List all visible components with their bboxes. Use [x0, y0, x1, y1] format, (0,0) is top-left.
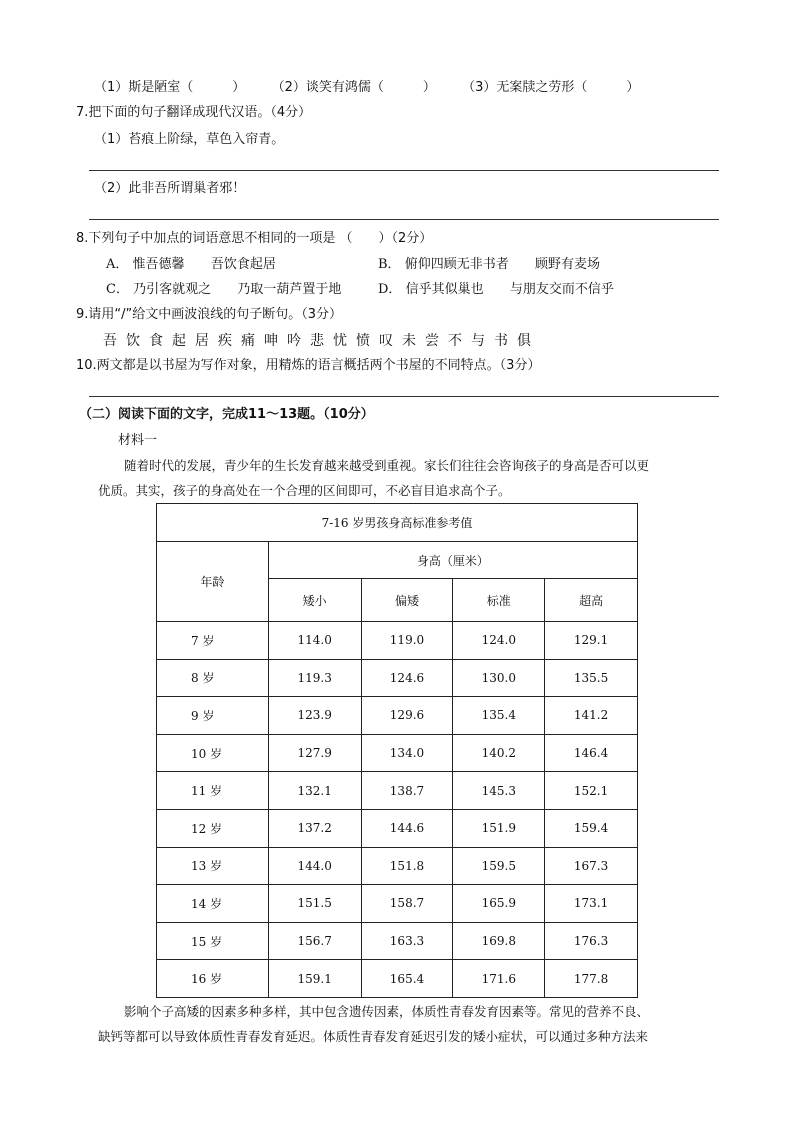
q6-item-3: （3）无案牍之劳形（ ） — [462, 80, 640, 95]
table-row — [157, 659, 638, 697]
table-row — [157, 922, 638, 960]
age-cell: 9 岁 — [157, 697, 269, 735]
option-label: D． — [378, 282, 402, 297]
option-label: C． — [106, 282, 129, 297]
value-cell: 130.0 — [453, 659, 545, 697]
option-phrase: 乃引客就观之 — [133, 282, 212, 297]
table-row — [157, 960, 638, 998]
table-row — [157, 622, 638, 660]
q7-sentence-2: （2）此非吾所谓巢者邪！ — [94, 181, 246, 196]
q8-option-b[interactable] — [378, 256, 600, 274]
age-cell: 14 岁 — [157, 885, 269, 923]
value-cell: 123.9 — [268, 697, 361, 735]
table-row — [157, 885, 638, 923]
value-cell: 144.0 — [268, 847, 361, 885]
value-cell: 177.8 — [545, 960, 638, 998]
value-cell: 135.5 — [545, 659, 638, 697]
value-cell: 129.6 — [361, 697, 453, 735]
value-cell: 159.4 — [545, 809, 638, 847]
paragraph-line: 随着时代的发展，青少年的生长发育越来越受到重视。家长们往往会咨询孩子的身高是否可以更 — [124, 458, 650, 473]
q8-option-a[interactable] — [106, 256, 276, 274]
column-header: 矮小 — [268, 579, 361, 622]
value-cell: 138.7 — [361, 772, 453, 810]
q8-option-c[interactable] — [106, 281, 341, 299]
value-cell: 114.0 — [268, 622, 361, 660]
option-phrase: 俯仰四顾无非书者 — [404, 257, 509, 272]
table-title: 7-16 岁男孩身高标准参考值 — [157, 504, 638, 542]
q6-item-2: （2）谈笑有鸿儒（ ） — [271, 80, 436, 95]
value-cell: 119.0 — [361, 622, 453, 660]
option-label: B． — [378, 257, 401, 272]
q8-option-d[interactable] — [378, 281, 614, 299]
age-cell: 11 岁 — [157, 772, 269, 810]
q7-sentence-1: （1）苔痕上阶绿，草色入帘青。 — [94, 132, 285, 147]
value-cell: 165.9 — [453, 885, 545, 923]
material-label: 材料一 — [118, 433, 158, 448]
value-cell: 151.5 — [268, 885, 361, 923]
q10-title: 10.两文都是以书屋为写作对象，用精炼的语言概括两个书屋的不同特点。（3分） — [76, 358, 541, 373]
paragraph-line: 缺钙等都可以导致体质性青春发育延迟。体质性青春发育延迟引发的矮小症状，可以通过多种方法来 — [98, 1029, 649, 1044]
value-cell: 140.2 — [453, 734, 545, 772]
age-cell: 10 岁 — [157, 734, 269, 772]
value-cell: 152.1 — [545, 772, 638, 810]
value-cell: 132.1 — [268, 772, 361, 810]
q6-item-1: （1）斯是陋室（ ） — [94, 80, 246, 95]
value-cell: 173.1 — [545, 885, 638, 923]
answer-line-1[interactable] — [89, 170, 719, 171]
q9-title: 9.请用“/”给文中画波浪线的句子断句。（3分） — [76, 307, 343, 322]
value-cell: 165.4 — [361, 960, 453, 998]
value-cell: 163.3 — [361, 922, 453, 960]
value-cell: 159.5 — [453, 847, 545, 885]
value-cell: 141.2 — [545, 697, 638, 735]
table-row — [157, 847, 638, 885]
age-cell: 13 岁 — [157, 847, 269, 885]
value-cell: 156.7 — [268, 922, 361, 960]
height-header: 身高（厘米） — [268, 542, 637, 579]
column-header: 超高 — [545, 579, 638, 622]
option-phrase: 顾野有麦场 — [535, 257, 601, 272]
value-cell: 124.6 — [361, 659, 453, 697]
column-header: 偏矮 — [361, 579, 453, 622]
age-cell: 15 岁 — [157, 922, 269, 960]
value-cell: 124.0 — [453, 622, 545, 660]
value-cell: 144.6 — [361, 809, 453, 847]
value-cell: 135.4 — [453, 697, 545, 735]
value-cell: 127.9 — [268, 734, 361, 772]
value-cell: 171.6 — [453, 960, 545, 998]
option-phrase: 与朋友交而不信乎 — [509, 282, 614, 297]
value-cell: 145.3 — [453, 772, 545, 810]
value-cell: 146.4 — [545, 734, 638, 772]
age-cell: 16 岁 — [157, 960, 269, 998]
value-cell: 137.2 — [268, 809, 361, 847]
age-cell: 12 岁 — [157, 809, 269, 847]
table-row — [157, 772, 638, 810]
option-phrase: 信乎其似巢也 — [405, 282, 484, 297]
value-cell: 151.8 — [361, 847, 453, 885]
q6-items — [94, 79, 639, 97]
age-cell: 8 岁 — [157, 659, 269, 697]
table-row — [157, 809, 638, 847]
option-phrase: 吾饮食起居 — [210, 257, 276, 272]
table-row — [157, 697, 638, 735]
paragraph-line: 影响个子高矮的因素多种多样，其中包含遗传因素，体质性青春发育因素等。常见的营养不良、 — [124, 1004, 650, 1019]
q8-title: 8.下列句子中加点的词语意思不相同的一项是 （ ）（2分） — [76, 231, 433, 246]
value-cell: 167.3 — [545, 847, 638, 885]
height-table — [156, 503, 638, 998]
option-phrase: 惟吾德馨 — [132, 257, 185, 272]
option-label: A． — [106, 257, 129, 272]
value-cell: 151.9 — [453, 809, 545, 847]
q9-sentence: 吾饮食起居疾痛呻吟悲忧愤叹未尝不与书俱 — [103, 333, 540, 349]
value-cell: 119.3 — [268, 659, 361, 697]
option-phrase: 乃取一葫芦置于地 — [237, 282, 342, 297]
value-cell: 158.7 — [361, 885, 453, 923]
value-cell: 134.0 — [361, 734, 453, 772]
value-cell: 176.3 — [545, 922, 638, 960]
answer-line-2[interactable] — [89, 219, 719, 220]
q7-title: 7.把下面的句子翻译成现代汉语。（4分） — [76, 105, 312, 120]
table-row — [157, 734, 638, 772]
age-header: 年龄 — [157, 542, 269, 622]
section-heading: （二）阅读下面的文字，完成11～13题。（10分） — [79, 407, 374, 422]
value-cell: 159.1 — [268, 960, 361, 998]
value-cell: 129.1 — [545, 622, 638, 660]
value-cell: 169.8 — [453, 922, 545, 960]
paragraph-line: 优质。其实，孩子的身高处在一个合理的区间即可，不必盲目追求高个子。 — [98, 483, 511, 498]
age-cell: 7 岁 — [157, 622, 269, 660]
column-header: 标准 — [453, 579, 545, 622]
answer-line-3[interactable] — [89, 396, 719, 397]
